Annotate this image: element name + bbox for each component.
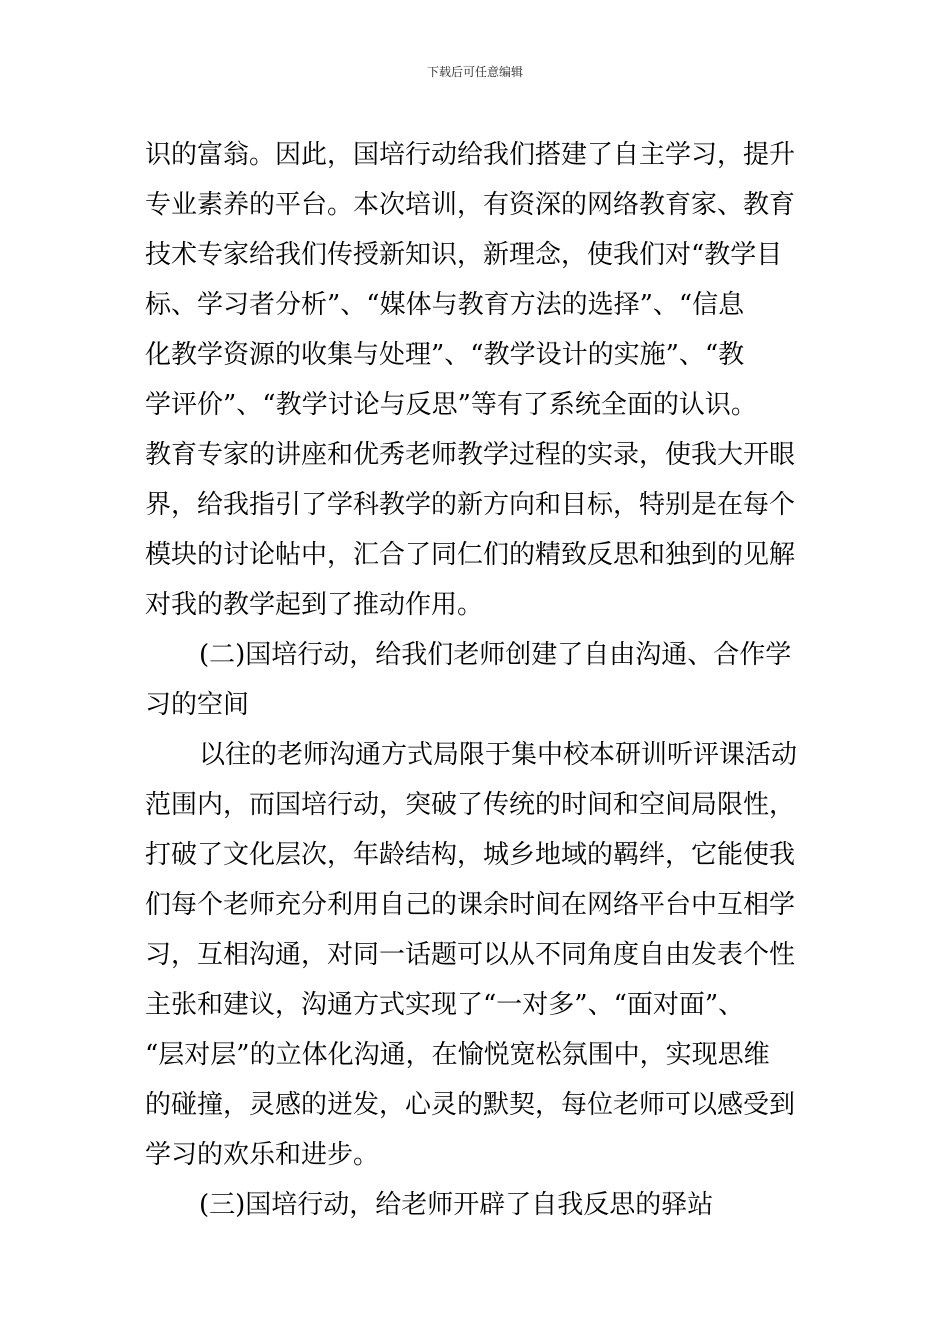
text-line: 教育专家的讲座和优秀老师教学过程的实录，使我大开眼 — [145, 440, 796, 470]
text-line: 的碰撞，灵感的迸发，心灵的默契，每位老师可以感受到 — [145, 1090, 796, 1120]
text-line: 习，互相沟通，对同一话题可以从不同角度自由发表个性 — [145, 940, 796, 970]
paragraph — [145, 130, 810, 630]
text-line: 识的富翁。因此，国培行动给我们搭建了自主学习，提升 — [145, 140, 796, 170]
text-line: 们每个老师充分利用自己的课余时间在网络平台中互相学 — [145, 890, 796, 920]
text-line: (三)国培行动，给老师开辟了自我反思的驿站 — [199, 1190, 714, 1220]
page-header: 下载后可任意编辑 — [426, 65, 523, 79]
text-line: 对我的教学起到了推动作用。 — [145, 590, 484, 620]
text-line: 范围内，而国培行动，突破了传统的时间和空间局限性， — [145, 790, 796, 820]
text-line: 学习的欢乐和进步。 — [145, 1140, 380, 1170]
text-line: “层对层”的立体化沟通，在愉悦宽松氛围中，实现思维 — [145, 1040, 770, 1070]
text-line: (二)国培行动，给我们老师创建了自由沟通、合作学 — [199, 640, 792, 670]
text-line: 化教学资源的收集与处理”、“教学设计的实施”、“教 — [145, 340, 745, 370]
text-line: 标、学习者分析”、“媒体与教育方法的选择”、“信息 — [145, 290, 745, 320]
text-line: 打破了文化层次，年龄结构，城乡地域的羁绊，它能使我 — [145, 840, 796, 870]
text-line: 主张和建议，沟通方式实现了“一对多”、“面对面”、 — [145, 990, 745, 1020]
text-line: 模块的讨论帖中，汇合了同仁们的精致反思和独到的见解 — [145, 540, 796, 570]
section-heading — [145, 630, 810, 730]
text-line: 学评价”、“教学讨论与反思”等有了系统全面的认识。 — [145, 390, 757, 420]
text-line: 习的空间 — [145, 690, 250, 720]
text-line: 界，给我指引了学科教学的新方向和目标，特别是在每个 — [145, 490, 796, 520]
text-line: 技术专家给我们传授新知识，新理念，使我们对“教学目 — [145, 240, 783, 270]
document-body — [145, 130, 810, 1230]
text-line: 专业素养的平台。本次培训，有资深的网络教育家、教育 — [145, 190, 796, 220]
section-heading — [145, 1180, 810, 1230]
paragraph — [145, 730, 810, 1180]
text-line: 以往的老师沟通方式局限于集中校本研训听评课活动 — [199, 740, 798, 770]
